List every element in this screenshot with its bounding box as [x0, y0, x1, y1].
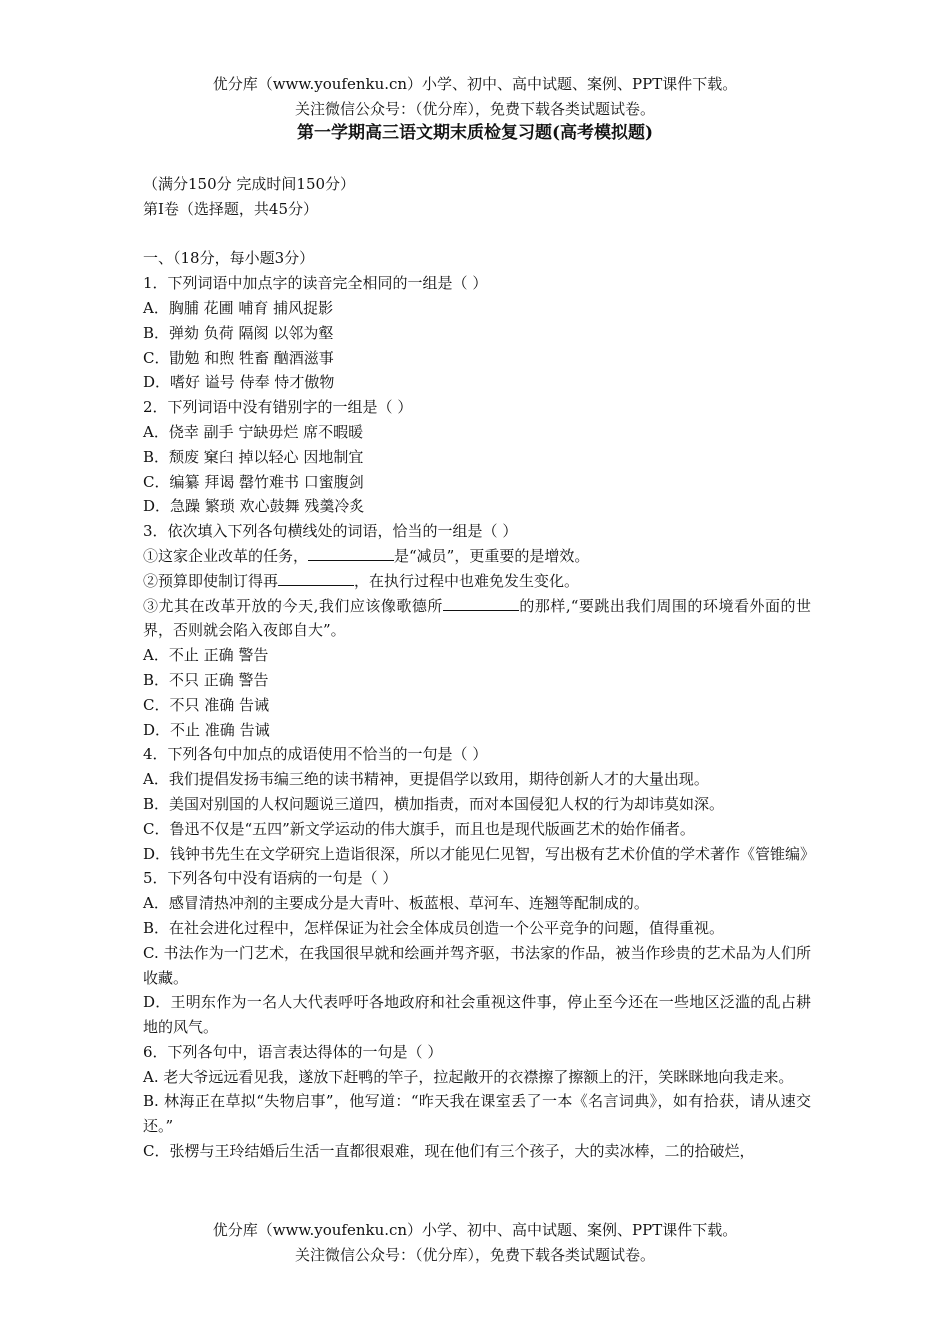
section-heading: 一、（18分，每小题3分）: [143, 249, 315, 268]
q4-option-b: B．美国对别国的人权问题说三道四，横加指责，而对本国侵犯人权的行为却讳莫如深。: [143, 794, 725, 813]
document-body: [143, 172, 816, 1164]
q5-option-c: C. 书法作为一门艺术，在我国很早就和绘画并驾齐驱，书法家的作品，被当作珍贵的艺术品为人们所收藏。: [143, 943, 811, 987]
q1-stem: 1．下列词语中加点字的读音完全相同的一组是（ ）: [143, 274, 488, 293]
q3-s2-pre: ②预算即使制订得再: [143, 571, 279, 590]
q2-option-d: D．急躁 繁琐 欢心鼓舞 残羹冷炙: [143, 497, 365, 516]
footer-ad-line-1: 优分库（www.youfenku.cn）小学、初中、高中试题、案例、PPT课件下载。: [212, 1221, 738, 1239]
q6-option-b: B. 林海正在草拟“失物启事”，他写道：“昨天我在课室丢了一本《名言词典》，如有拾获，请从速交还。”: [143, 1092, 811, 1136]
q1-option-c: C．勖勉 和煦 牲畜 酗酒滋事: [143, 348, 334, 367]
q5-option-d: D．王明东作为一名人大代表呼吁各地政府和社会重视这件事，停止至今还在一些地区泛滥的乱占耕地的风气。: [143, 993, 811, 1037]
q3-sentence-2: [143, 569, 811, 594]
q3-sentence-1: [143, 544, 811, 569]
q1-option-d: D．嗜好 谥号 侍奉 恃才傲物: [143, 373, 335, 392]
q3-option-a: A．不止 正确 警告: [143, 646, 269, 665]
q3-option-d: D．不止 准确 告诫: [143, 720, 270, 739]
q3-option-c: C．不只 准确 告诫: [143, 695, 270, 714]
q4-option-d: D．钱钟书先生在文学研究上造诣很深，所以才能见仁见智，写出极有艺术价值的学术著作《管锥编》: [143, 844, 816, 863]
q2-option-b: B．颓废 窠臼 掉以轻心 因地制宜: [143, 447, 364, 466]
page-title: 第一学期高三语文期末质检复习题(高考模拟题): [296, 123, 654, 143]
header-ad-line-1: 优分库（www.youfenku.cn）小学、初中、高中试题、案例、PPT课件下载。: [212, 75, 738, 93]
volume-info: 第I卷（选择题，共45分）: [143, 199, 319, 218]
q1-option-a: A．胸脯 花圃 哺育 捕风捉影: [143, 298, 334, 317]
q5-stem: 5．下列各句中没有语病的一句是（ ）: [143, 869, 398, 888]
q4-option-a: A．我们提倡发扬韦编三绝的读书精神，更提倡学以致用，期待创新人才的大量出现。: [143, 770, 709, 789]
q3-s3-pre: ③尤其在改革开放的今天,我们应该像歌德所: [143, 596, 443, 615]
q3-stem: 3．依次填入下列各句横线处的词语，恰当的一组是（ ）: [143, 522, 518, 541]
q3-s3-post: 的那样,“要跳出我们周围的环境看外面的世界，否则就会陷入夜郎自大”。: [143, 596, 811, 640]
q3-s1-post: 是“减员”，更重要的是增效。: [394, 546, 590, 565]
q5-option-a: A．感冒清热冲剂的主要成分是大青叶、板蓝根、草河车、连翘等配制成的。: [143, 894, 649, 913]
fill-blank: [443, 596, 519, 611]
q3-s1-pre: ①这家企业改革的任务，: [143, 546, 309, 565]
footer-ad-line-2: 关注微信公众号：（优分库），免费下载各类试题试卷。: [294, 1246, 655, 1264]
q2-option-c: C．编纂 拜谒 罄竹难书 口蜜腹剑: [143, 472, 364, 491]
q6-option-c: C．张楞与王玲结婚后生活一直都很艰难，现在他们有三个孩子，大的卖冰棒，二的拾破烂，: [143, 1142, 755, 1161]
q2-stem: 2．下列词语中没有错别字的一组是（ ）: [143, 398, 413, 417]
q6-option-a: A. 老大爷远远看见我，遂放下赶鸭的竿子，拉起敞开的衣襟擦了擦额上的汗，笑眯眯地向我走来。: [143, 1067, 794, 1086]
q4-stem: 4．下列各句中加点的成语使用不恰当的一句是（ ）: [143, 745, 488, 764]
q3-option-b: B．不只 正确 警告: [143, 670, 269, 689]
q1-option-b: B．弹劾 负荷 隔阂 以邻为壑: [143, 323, 334, 342]
q3-sentence-3: [143, 594, 811, 644]
header-ad-line-2: 关注微信公众号：（优分库），免费下载各类试题试卷。: [294, 100, 655, 118]
q5-option-b: B．在社会进化过程中，怎样保证为社会全体成员创造一个公平竞争的问题，值得重视。: [143, 918, 725, 937]
q3-s2-post: ，在执行过程中也难免发生变化。: [354, 571, 580, 590]
fill-blank: [278, 571, 354, 586]
q6-stem: 6．下列各句中，语言表达得体的一句是（ ）: [143, 1042, 443, 1061]
score-time-info: （满分150分 完成时间150分）: [143, 175, 356, 193]
q4-option-c: C．鲁迅不仅是“五四”新文学运动的伟大旗手，而且也是现代版画艺术的始作俑者。: [143, 819, 695, 838]
q2-option-a: A．侥幸 副手 宁缺毋烂 席不暇暖: [143, 422, 364, 441]
fill-blank: [308, 546, 394, 561]
